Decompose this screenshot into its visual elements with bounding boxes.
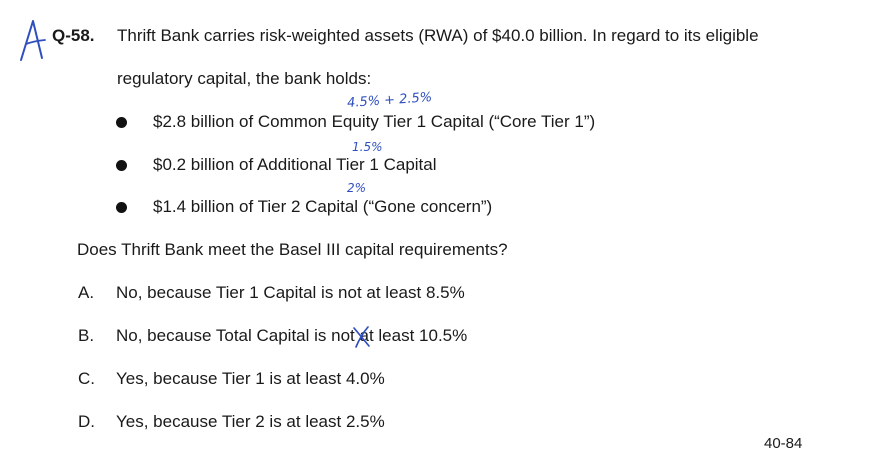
option-c-text: Yes, because Tier 1 is at least 4.0%: [116, 369, 385, 388]
question-prompt: Does Thrift Bank meet the Basel III capital requirements?: [77, 240, 508, 259]
handwritten-cross-mark: [352, 325, 372, 349]
handwritten-answer-mark: [18, 18, 52, 62]
bullet-dot: [116, 117, 127, 128]
option-d-text: Yes, because Tier 2 is at least 2.5%: [116, 412, 385, 431]
option-c-letter: C.: [78, 369, 95, 388]
handwritten-note-tier2: 2%: [347, 181, 367, 195]
page-number: 40-84: [764, 435, 803, 452]
handwritten-note-cet1: 4.5% + 2.5%: [346, 90, 433, 111]
option-b-letter: B.: [78, 326, 95, 345]
bullet-item-cet1: $2.8 billion of Common Equity Tier 1 Capital (“Core Tier 1”): [153, 112, 596, 131]
option-a-text: No, because Tier 1 Capital is not at least 8.5%: [116, 283, 465, 302]
question-stem-line-1: Thrift Bank carries risk-weighted assets (RWA) of $40.0 billion. In regard to its eligible: [117, 26, 759, 45]
option-d-letter: D.: [78, 412, 95, 431]
question-number: Q-58.: [52, 26, 95, 45]
footer-cut-off-text: [256, 458, 546, 468]
option-b-text: No, because Total Capital is not at least 10.5%: [116, 326, 468, 345]
bullet-dot: [116, 202, 127, 213]
handwritten-note-at1: 1.5%: [352, 140, 383, 154]
bullet-item-at1: $0.2 billion of Additional Tier 1 Capital: [153, 155, 437, 174]
option-a-letter: A.: [78, 283, 95, 302]
question-stem-line-2: regulatory capital, the bank holds:: [117, 69, 372, 88]
bullet-item-tier2: $1.4 billion of Tier 2 Capital (“Gone concern”): [153, 197, 493, 216]
bullet-dot: [116, 160, 127, 171]
